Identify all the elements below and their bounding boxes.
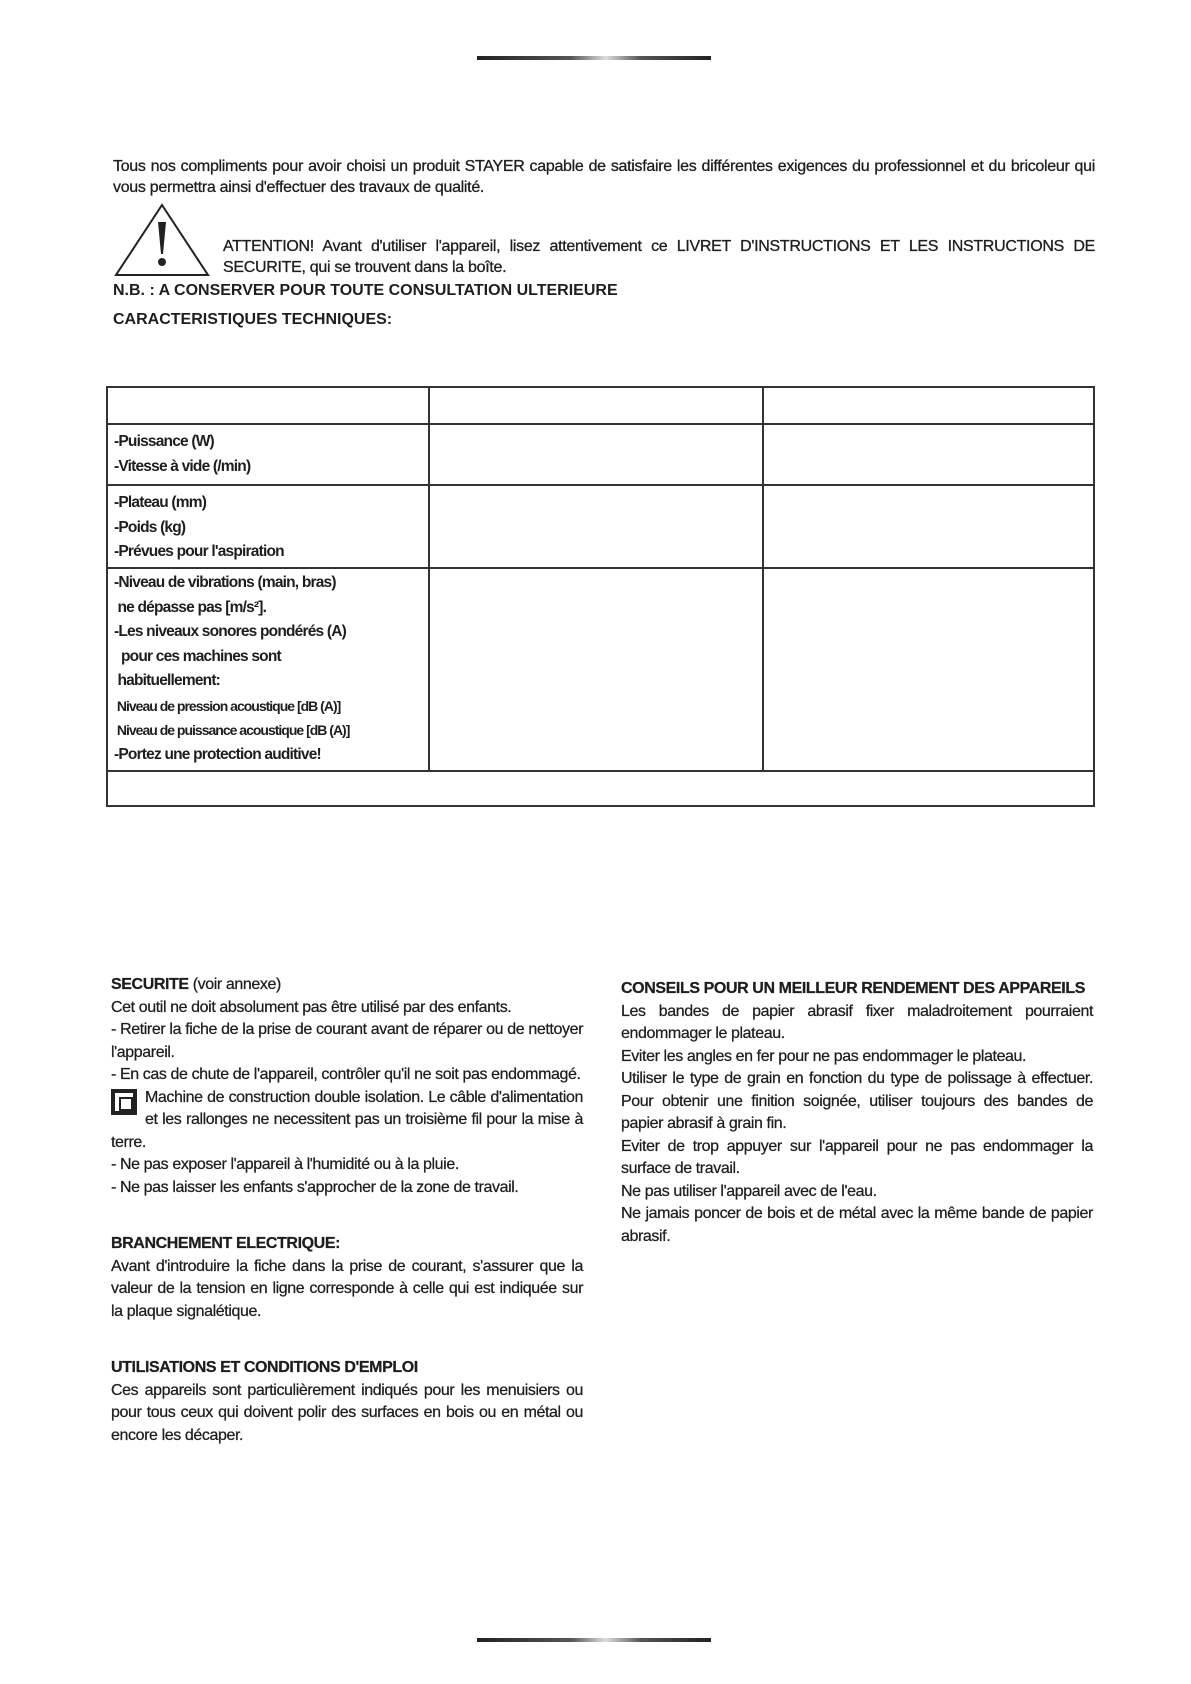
table-row-power: [114, 430, 422, 479]
table-row-plateau: [114, 491, 422, 565]
spec-label: Niveau de pression acoustique [dB (A)]: [114, 697, 341, 714]
attention-text: ATTENTION! Avant d'utiliser l'appareil, lisez attentivement ce LIVRET D'INSTRUCTIONS ET LES INSTRUCTIONS DE SECURITE, qui se trouvent dans la boîte.: [223, 238, 1095, 276]
paragraph: Ne pas utiliser l'appareil avec de l'eau.: [621, 1182, 877, 1200]
branchement-title: BRANCHEMENT ELECTRIQUE:: [111, 1235, 341, 1252]
paragraph: Machine de construction double isolation. Le câble d'alimentation et les rallonges ne necessitent pas un troisième fil pour la mise à terre.: [111, 1088, 583, 1151]
header-block: [113, 156, 1095, 330]
section-title-caracteristiques: CARACTERISTIQUES TECHNIQUES:: [113, 311, 393, 328]
paragraph: Cet outil ne doit absolument pas être utilisé par des enfants.: [111, 998, 512, 1016]
paragraph: Eviter les angles en fer pour ne pas endommager le plateau.: [621, 1047, 1027, 1065]
paragraph: - Ne pas exposer l'appareil à l'humidité ou à la pluie.: [111, 1156, 459, 1173]
utilisations-section: [111, 1357, 583, 1447]
spec-label: habituellement:: [114, 672, 221, 689]
specs-table: [106, 386, 1095, 807]
spec-label: -Prévues pour l'aspiration: [114, 543, 284, 560]
spec-label: -Niveau de vibrations (main, bras): [114, 574, 336, 591]
paragraph: - En cas de chute de l'appareil, contrôler qu'il ne soit pas endommagé.: [111, 1066, 581, 1083]
paragraph: - Ne pas laisser les enfants s'approcher de la zone de travail.: [111, 1178, 519, 1196]
spec-label: pour ces machines sont: [114, 647, 281, 665]
warning-triangle-icon: [113, 202, 211, 278]
securite-title: SECURITE: [111, 976, 189, 993]
spec-label: -Vitesse à vide (/min): [114, 457, 251, 475]
footer-rule: [477, 1638, 711, 1642]
table-divider: [108, 770, 1093, 772]
table-column-divider: [428, 388, 430, 771]
table-divider: [108, 567, 1093, 569]
attention-row: [113, 202, 1095, 278]
conseils-section: [621, 978, 1093, 1248]
paragraph: Eviter de trop appuyer sur l'appareil pour ne pas endommager la surface de travail.: [621, 1137, 1093, 1177]
spec-label: -Plateau (mm): [114, 494, 207, 511]
intro-text: Tous nos compliments pour avoir choisi un produit STAYER capable de satisfaire les différentes exigences du professionnel et du bricoleur qui vous permettra ainsi d'effectuer des travaux de qualité.: [113, 158, 1095, 196]
table-divider: [108, 484, 1093, 486]
paragraph: Ne jamais poncer de bois et de métal avec la même bande de papier abrasif.: [621, 1205, 1093, 1245]
spec-label: -Puissance (W): [114, 433, 214, 450]
left-column: [111, 974, 583, 1447]
spec-label: -Les niveaux sonores pondérés (A): [114, 623, 346, 640]
nb-notice: N.B. : A CONSERVER POUR TOUTE CONSULTATION ULTERIEURE: [113, 282, 618, 299]
securite-note: (voir annexe): [188, 976, 281, 993]
paragraph: Les bandes de papier abrasif fixer maladroitement pourraient endommager le plateau.: [621, 1002, 1093, 1042]
table-row-noise: [114, 571, 422, 767]
spec-label: -Portez une protection auditive!: [114, 745, 321, 763]
spec-label: ne dépasse pas [m/s²].: [114, 598, 267, 616]
header-rule: [477, 56, 711, 60]
utilisations-title: UTILISATIONS ET CONDITIONS D'EMPLOI: [111, 1359, 418, 1376]
table-divider: [108, 423, 1093, 425]
table-column-divider: [762, 388, 764, 771]
paragraph: Ces appareils sont particulièrement indiqués pour les menuisiers ou pour tous ceux qui doivent polir des surfaces en bois ou en métal ou encore les décaper.: [111, 1381, 583, 1444]
branchement-section: [111, 1233, 583, 1323]
paragraph: - Retirer la fiche de la prise de courant avant de réparer ou de nettoyer l'appareil.: [111, 1021, 583, 1061]
double-insulation-icon: [111, 1089, 137, 1115]
paragraph: Utiliser le type de grain en fonction du type de polissage à effectuer. Pour obtenir une finition soignée, utiliser toujours des bandes de papier abrasif à grain fin.: [621, 1070, 1093, 1132]
securite-section: [111, 974, 583, 1199]
spec-label: -Poids (kg): [114, 518, 186, 536]
spec-label: Niveau de puissance acoustique [dB (A)]: [114, 722, 350, 738]
paragraph: Avant d'introduire la fiche dans la prise de courant, s'assurer que la valeur de la tension en ligne corresponde à celle qui est indiquée sur la plaque signalétique.: [111, 1257, 583, 1320]
conseils-title: CONSEILS POUR UN MEILLEUR RENDEMENT DES APPAREILS: [621, 980, 1085, 997]
